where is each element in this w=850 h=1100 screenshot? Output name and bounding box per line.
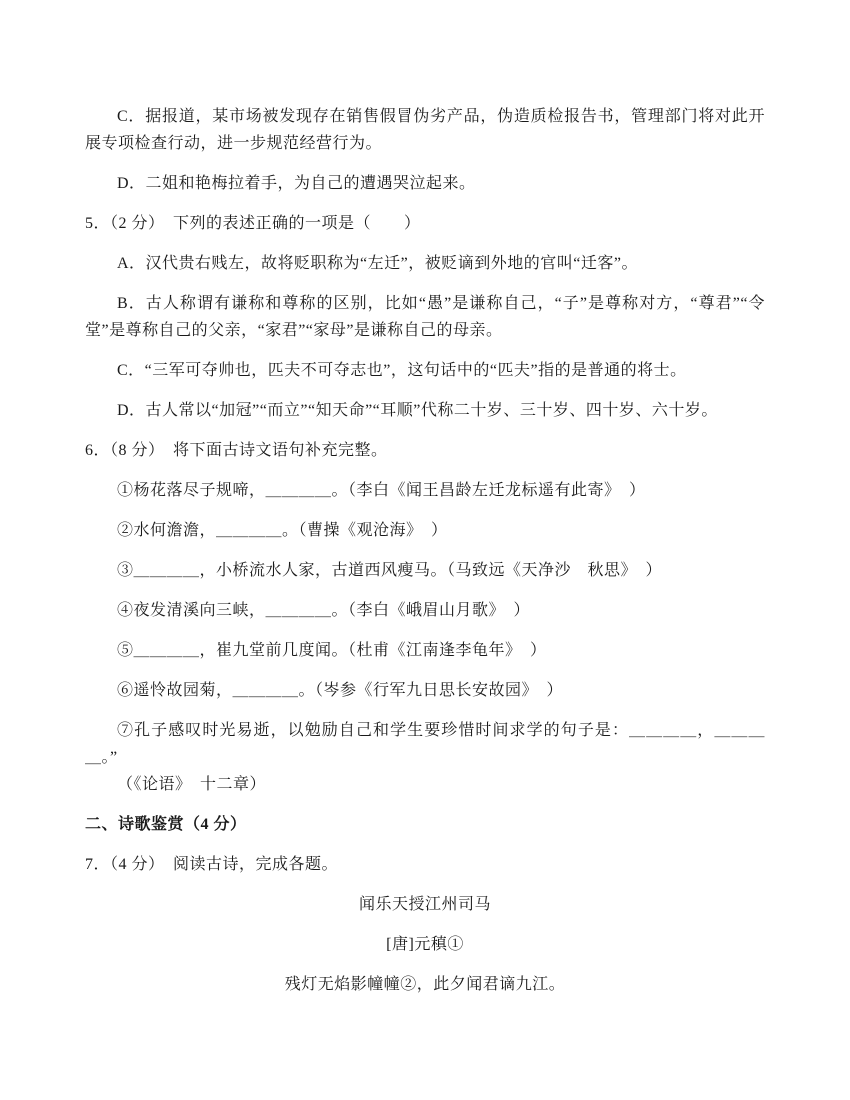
section2-heading: 二、诗歌鉴赏（4 分） [85,816,247,833]
poem-title: 闻乐天授江州司马 [358,896,491,913]
question6-item-7-source: （《论语》 十二章） [117,776,267,793]
question4-option-c: C．据报道，某市场被发现存在销售假冒伪劣产品，伪造质检报告书，管理部门将对此开展专项检查行动，进一步规范经营行为。 [85,108,765,152]
question6-item-7: ⑦孔子感叹时光易逝，以勉励自己和学生要珍惜时间求学的句子是：＿＿＿＿，＿＿＿＿。” [85,722,765,766]
question5-option-b: B．古人称谓有谦称和尊称的区别，比如“愚”是谦称自己，“子”是尊称对方，“尊君”“令堂”是尊称自己的父亲，“家君”“家母”是谦称自己的母亲。 [85,295,765,339]
question4-option-d: D．二姐和艳梅拉着手，为自己的遭遇哭泣起来。 [117,175,476,192]
question6-stem: 6．（8 分） 将下面古诗文语句补充完整。 [85,442,388,459]
question7-stem: 7．（4 分） 阅读古诗，完成各题。 [85,856,339,873]
poem-line-1: 残灯无焰影幢幢②，此夕闻君谪九江。 [284,976,566,993]
question6-item-6: ⑥遥怜故园菊，＿＿＿＿。（岑参《行军九日思长安故园》 ） [117,682,564,699]
question6-item-4: ④夜发清溪向三峡，＿＿＿＿。（李白《峨眉山月歌》 ） [117,602,531,619]
question6-item-5: ⑤＿＿＿＿，崔九堂前几度闻。（杜甫《江南逢李龟年》 ） [117,642,547,659]
poem-author: [唐]元稹① [386,936,464,953]
question5-option-d: D．古人常以“加冠”“而立”“知天命”“耳顺”代称二十岁、三十岁、四十岁、六十岁。 [117,402,718,419]
question6-item-2: ②水何澹澹，＿＿＿＿。（曹操《观沧海》 ） [117,522,448,539]
question6-item-3: ③＿＿＿＿，小桥流水人家，古道西风瘦马。（马致远《天净沙 秋思》 ） [117,562,663,579]
question5-option-c: C．“三军可夺帅也，匹夫不可夺志也”，这句话中的“匹夫”指的是普通的将士。 [117,362,687,379]
question6-item-1: ①杨花落尽子规啼，＿＿＿＿。（李白《闻王昌龄左迁龙标遥有此寄》 ） [117,482,646,499]
question5-option-a: A．汉代贵右贱左，故将贬职称为“左迁”，被贬谪到外地的官叫“迁客”。 [117,255,638,272]
question5-stem: 5．（2 分） 下列的表述正确的一项是（ ） [85,215,421,232]
